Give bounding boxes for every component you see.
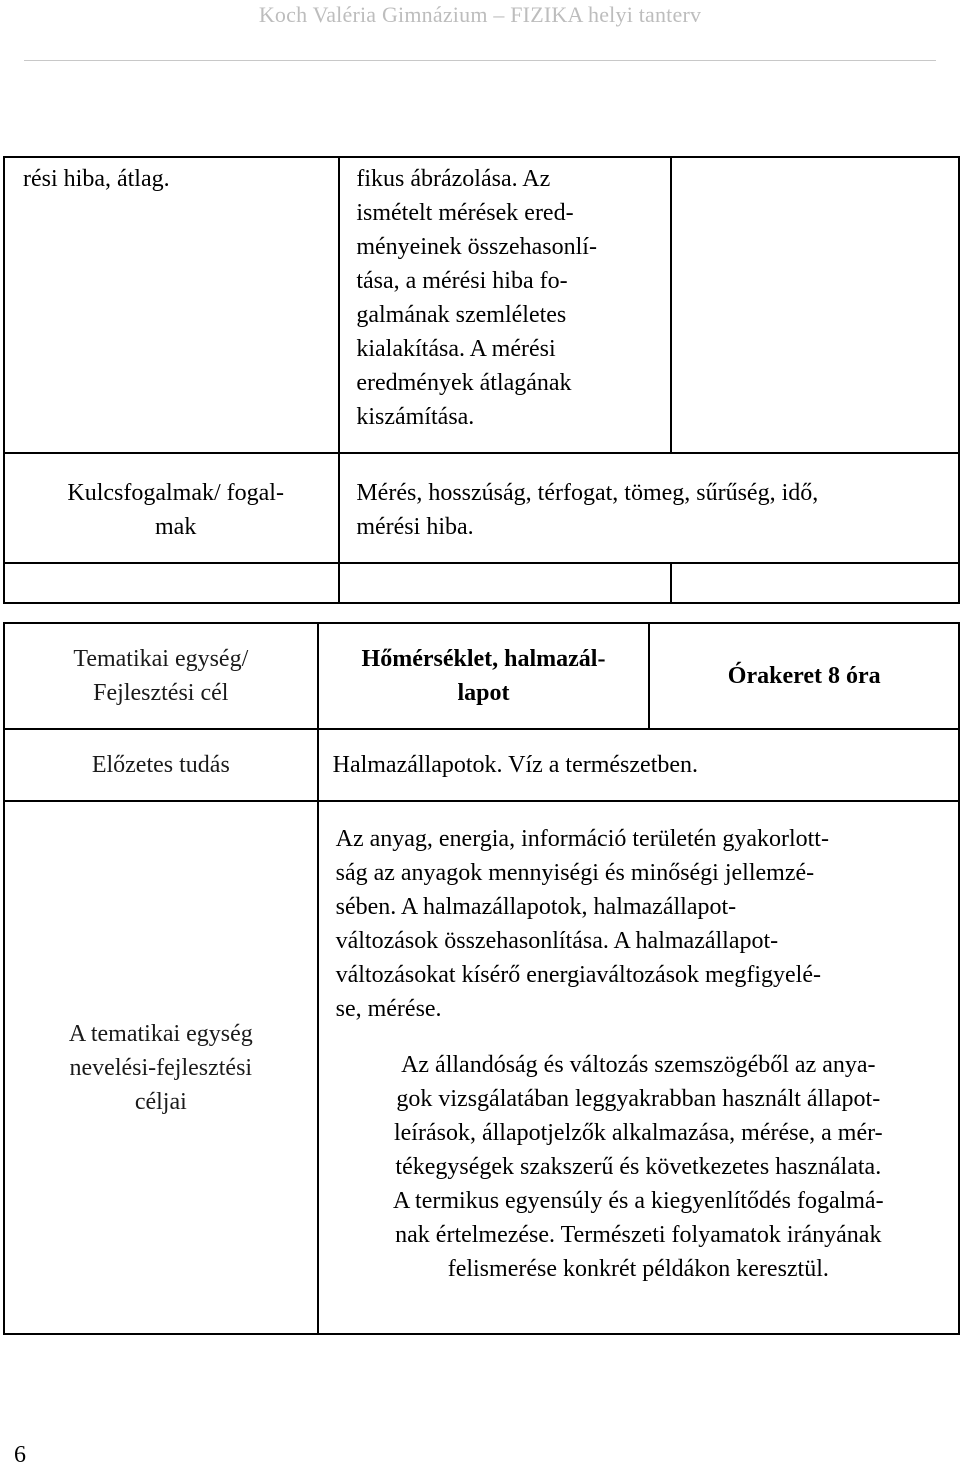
celok-label: A tematikai egység nevelési-fejlesztési céljai [4, 801, 318, 1334]
cell-activity-description: fikus ábrázolása. Az ismételt mérések ered- ményeinek összehasonlí- tása, a mérési hiba fo- galmának szemléletes kialakítása. A mérési eredmények átlagának kiszámítása. [339, 157, 671, 453]
celok-paragraph-1: Az anyag, energia, információ területén gyakorlott- ság az anyagok mennyiségi és minőségi jellemzé- sében. A halmazállapotok, halmazállapot- változások összehasonlítása. A halmazállapot- változásokat kísérő energiaváltozások megfigyelé- se, mérése. [335, 826, 829, 1022]
elozetes-tudas-value: Halmazállapotok. Víz a természetben. [318, 729, 959, 801]
elozetes-tudas-label: Előzetes tudás [4, 729, 318, 801]
kulcsfogalmak-label: Kulcsfogalmak/ fogal- mak [4, 453, 339, 563]
cell-empty [671, 563, 959, 603]
orakeret: Órakeret 8 óra [649, 623, 959, 729]
unit-table [3, 622, 960, 1335]
cell-previous-activity: rési hiba, átlag. [4, 157, 339, 453]
tematikai-egyseg-label: Tematikai egység/ Fejlesztési cél [4, 623, 318, 729]
header-divider [24, 60, 936, 61]
page-number: 6 [14, 1442, 26, 1468]
celok-value [318, 801, 959, 1334]
kulcsfogalmak-value: Mérés, hosszúság, térfogat, tömeg, sűrűség, idő, mérési hiba. [339, 453, 959, 563]
curriculum-table-top [3, 156, 960, 604]
unit-title: Hőmérséklet, halmazál- lapot [318, 623, 650, 729]
cell-empty [339, 563, 671, 603]
cell-empty [4, 563, 339, 603]
celok-paragraph-2: Az állandóság és változás szemszögéből az anya- gok vizsgálatában leggyakrabban használt állapot- leírások, állapotjelzők alkalmazása, mérése, a mér- tékegységek szakszerű és következetes használata. A termikus egyensúly és a kiegyenlítődés fogalmá- nak értelmezése. Természeti folyamatok irányának felismerése konkrét példákon keresztül. [393, 1052, 884, 1282]
cell-empty [671, 157, 959, 453]
running-header: Koch Valéria Gimnázium – FIZIKA helyi tanterv [258, 2, 702, 27]
